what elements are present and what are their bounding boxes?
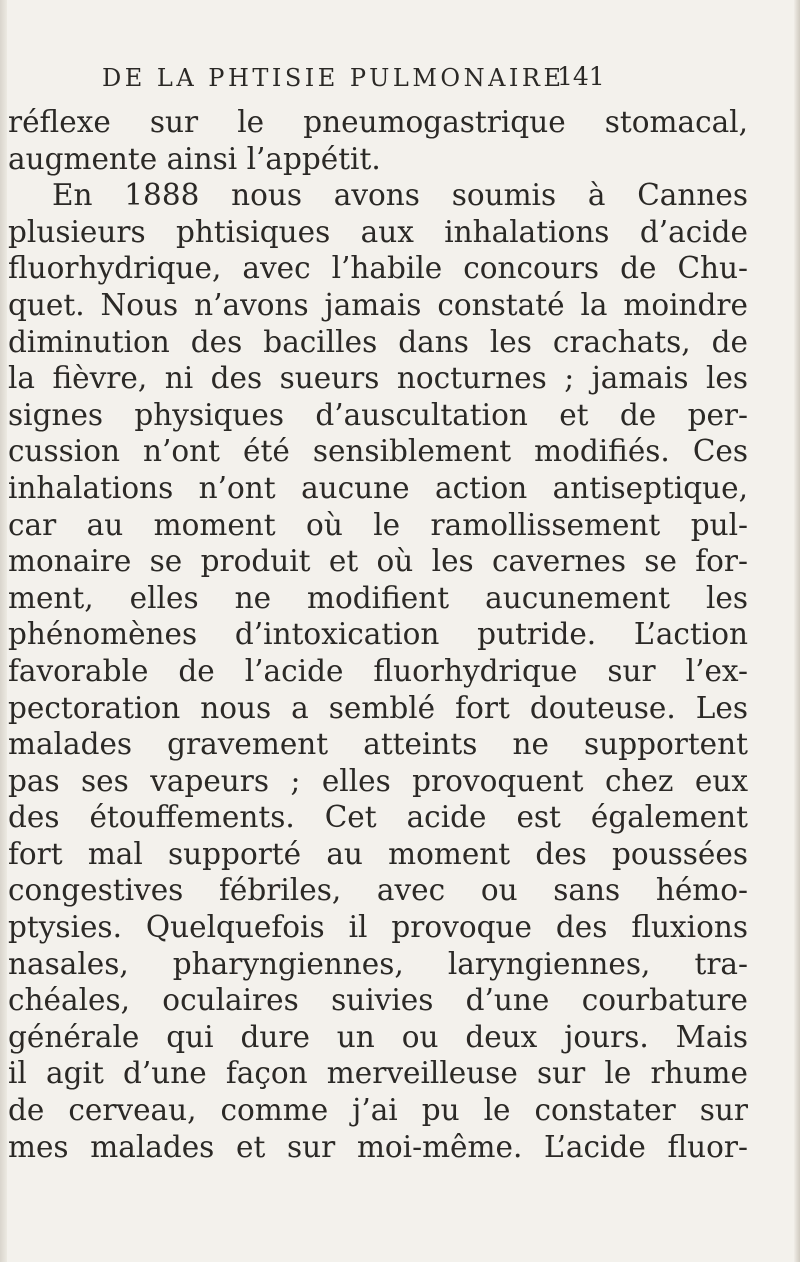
text-line: En 1888 nous avons soumis à Cannes — [52, 178, 748, 213]
text-line: pectoration nous a semblé fort douteuse. Les — [8, 690, 748, 725]
text-line: congestives fébriles, avec ou sans hémo- — [8, 873, 748, 908]
text-line: pas ses vapeurs ; elles provoquent chez eux — [8, 763, 748, 798]
text-line: car au moment où le ramollissement pul- — [8, 507, 748, 542]
text-line: cussion n’ont été sensiblement modifiés. Ces — [8, 434, 748, 469]
text-line: il agit d’une façon merveilleuse sur le rhume — [8, 1056, 748, 1091]
page-outer-edge — [794, 0, 800, 1262]
text-line: phénomènes d’intoxication putride. L’action — [8, 617, 748, 652]
text-line: de cerveau, comme j’ai pu le constater sur — [8, 1093, 748, 1128]
page-gutter-edge — [0, 0, 7, 1262]
text-line: mes malades et sur moi-même. L’acide fluor- — [8, 1129, 748, 1164]
body-text — [8, 104, 748, 1165]
text-line: fluorhydrique, avec l’habile concours de Chu- — [8, 251, 748, 286]
page-number: 141 — [557, 62, 605, 91]
text-line: quet. Nous n’avons jamais constaté la moindre — [8, 287, 748, 322]
text-line: réflexe sur le pneumogastrique stomacal, — [8, 105, 748, 139]
text-line: signes physiques d’auscultation et de per- — [8, 397, 748, 432]
text-line: augmente ainsi l’appétit. — [8, 141, 381, 176]
text-line: ptysies. Quelquefois il provoque des fluxions — [8, 910, 748, 945]
text-line: malades gravement atteints ne supportent — [8, 727, 748, 762]
running-head: DE LA PHTISIE PULMONAIRE — [102, 64, 565, 92]
text-line: favorable de l’acide fluorhydrique sur l’ex- — [8, 653, 748, 688]
text-line: chéales, oculaires suivies d’une courbature — [8, 983, 748, 1018]
text-line: ment, elles ne modifient aucunement les — [8, 580, 748, 615]
text-line: générale qui dure un ou deux jours. Mais — [8, 1019, 748, 1054]
page-header — [0, 64, 800, 100]
text-line: fort mal supporté au moment des poussées — [8, 836, 748, 871]
text-line: nasales, pharyngiennes, laryngiennes, tra- — [8, 946, 748, 981]
text-line: monaire se produit et où les cavernes se for- — [8, 544, 748, 579]
text-line: inhalations n’ont aucune action antiseptique, — [8, 470, 748, 505]
text-line: des étouffements. Cet acide est également — [8, 800, 748, 835]
text-line: la fièvre, ni des sueurs nocturnes ; jamais les — [8, 361, 748, 396]
text-line: diminution des bacilles dans les crachats, de — [8, 324, 748, 359]
text-line: plusieurs phtisiques aux inhalations d’acide — [8, 214, 748, 249]
